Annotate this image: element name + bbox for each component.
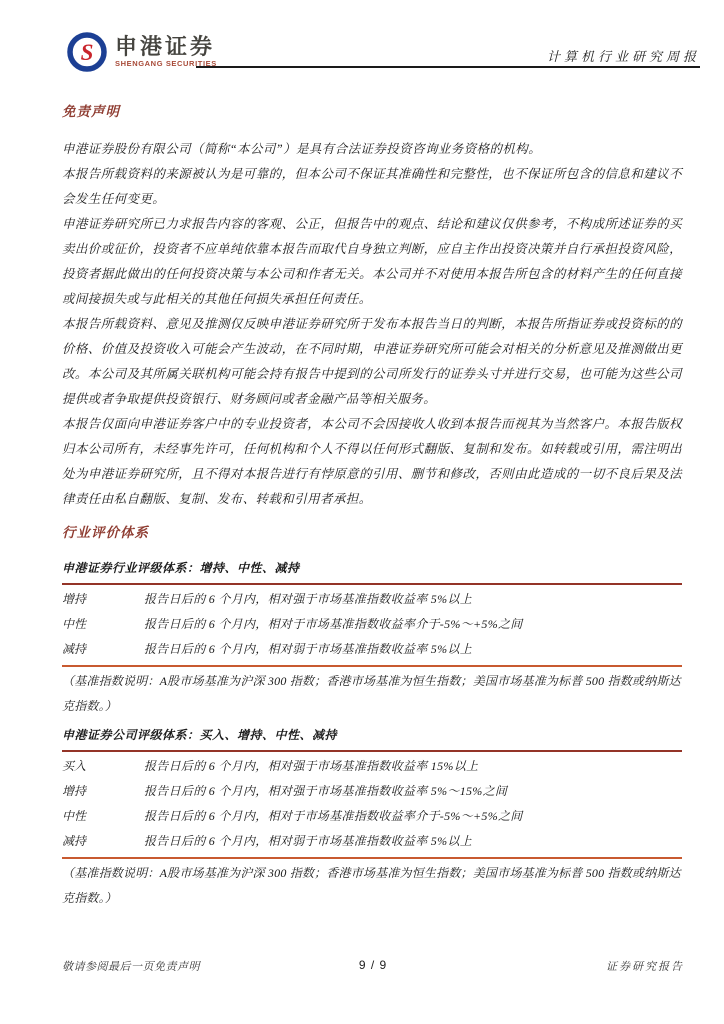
table-row [62,754,682,779]
table-row [62,804,682,829]
rating-desc: 报告日后的 6 个月内，相对强于市场基准指数收益率 5%以上 [144,592,472,606]
disclaimer-paragraph: 申港证券股份有限公司（简称“本公司”）是具有合法证券投资咨询业务资格的机构。 [62,142,542,156]
rating-label: 中性 [62,617,87,631]
footer-disclaimer-note: 敬请参阅最后一页免责声明 [62,961,200,973]
page-footer [62,958,684,978]
company-rating-table [62,725,682,859]
company-table-body [62,752,682,859]
disclaimer-paragraph: 申港证券研究所已力求报告内容的客观、公正，但报告中的观点、结论和建议仅供参考，不构成所述证券的买卖出价或征价，投资者不应单纯依靠本报告而取代自身独立判断，应自主作出投资决策并自行承担投资风险，投资者据此做出的任何投资决策与本公司和作者无关。本公司并不对使用本报告所包含的材料产生的任何直接或间接损失或与此相关的其他任何损失承担任何责任。 [62,217,682,306]
page-number: 9 / 9 [358,958,388,972]
table-row [62,587,682,612]
table-row [62,637,682,662]
table-row [62,612,682,637]
rating-desc: 报告日后的 6 个月内，相对于市场基准指数收益率介于-5%～+5%之间 [144,617,523,631]
disclaimer-paragraph: 本报告所载资料的来源被认为是可靠的，但本公司不保证其准确性和完整性，也不保证所包含的信息和建议不会发生任何变更。 [62,167,682,206]
company-table-header: 申港证券公司评级体系：买入、增持、中性、减持 [62,725,682,752]
benchmark-note: （基准指数说明：A股市场基准为沪深 300 指数；香港市场基准为恒生指数；美国市场基准为标普 500 指数或纳斯达克指数。） [62,674,681,713]
brand-name-cn: 申港证券 [115,34,216,59]
rating-label: 减持 [62,642,87,656]
rating-desc: 报告日后的 6 个月内，相对于市场基准指数收益率介于-5%～+5%之间 [144,809,523,823]
rating-label: 中性 [62,809,87,823]
disclaimer-paragraph: 本报告仅面向申港证券客户中的专业投资者，本公司不会因接收人收到本报告而视其为当然客户。本报告版权归本公司所有，未经事先许可，任何机构和个人不得以任何形式翻版、复制和发布。如转载或引用，需注明出处为申港证券研究所，且不得对本报告进行有悖原意的引用、删节和修改，否则由此造成的一切不良后果及法律责任由私自翻版、复制、发布、转载和引用者承担。 [62,417,682,506]
industry-rating-table [62,558,682,667]
svg-text:S: S [80,40,94,65]
benchmark-note: （基准指数说明：A股市场基准为沪深 300 指数；香港市场基准为恒生指数；美国市场基准为标普 500 指数或纳斯达克指数。） [62,866,681,905]
table-row [62,779,682,804]
rating-desc: 报告日后的 6 个月内，相对强于市场基准指数收益率 5%～15%之间 [144,784,508,798]
brand-name-en: SHENGANG SECURITIES [115,59,217,68]
rating-system-title: 行业评价体系 [62,525,149,540]
footer-report-type: 证券研究报告 [606,961,684,973]
disclaimer-title: 免责声明 [62,104,120,119]
table-row [62,829,682,854]
rating-label: 减持 [62,834,87,848]
page-content [62,103,682,911]
industry-table-header: 申港证券行业评级体系：增持、中性、减持 [62,558,682,585]
report-header [0,0,724,103]
rating-label: 买入 [62,759,87,773]
logo-icon [66,31,108,78]
brand-block [115,31,217,69]
header-divider [196,66,700,68]
rating-desc: 报告日后的 6 个月内，相对弱于市场基准指数收益率 5%以上 [144,642,472,656]
disclaimer-paragraphs [62,137,682,512]
rating-label: 增持 [62,592,87,606]
rating-desc: 报告日后的 6 个月内，相对弱于市场基准指数收益率 5%以上 [144,834,472,848]
disclaimer-paragraph: 本报告所载资料、意见及推测仅反映申港证券研究所于发布本报告当日的判断，本报告所指证券或投资标的的价格、价值及投资收入可能会产生波动，在不同时期，申港证券研究所可能会对相关的分析意见及推测做出更改。本公司及其所属关联机构可能会持有报告中提到的公司所发行的证券头寸并进行交易，也可能为这些公司提供或者争取提供投资银行、财务顾问或者金融产品等相关服务。 [62,317,682,406]
rating-label: 增持 [62,784,87,798]
industry-table-body [62,585,682,667]
report-series-title: 计算机行业研究周报 [546,49,700,64]
shengang-logo [66,31,217,78]
rating-desc: 报告日后的 6 个月内，相对强于市场基准指数收益率 15%以上 [144,759,479,773]
